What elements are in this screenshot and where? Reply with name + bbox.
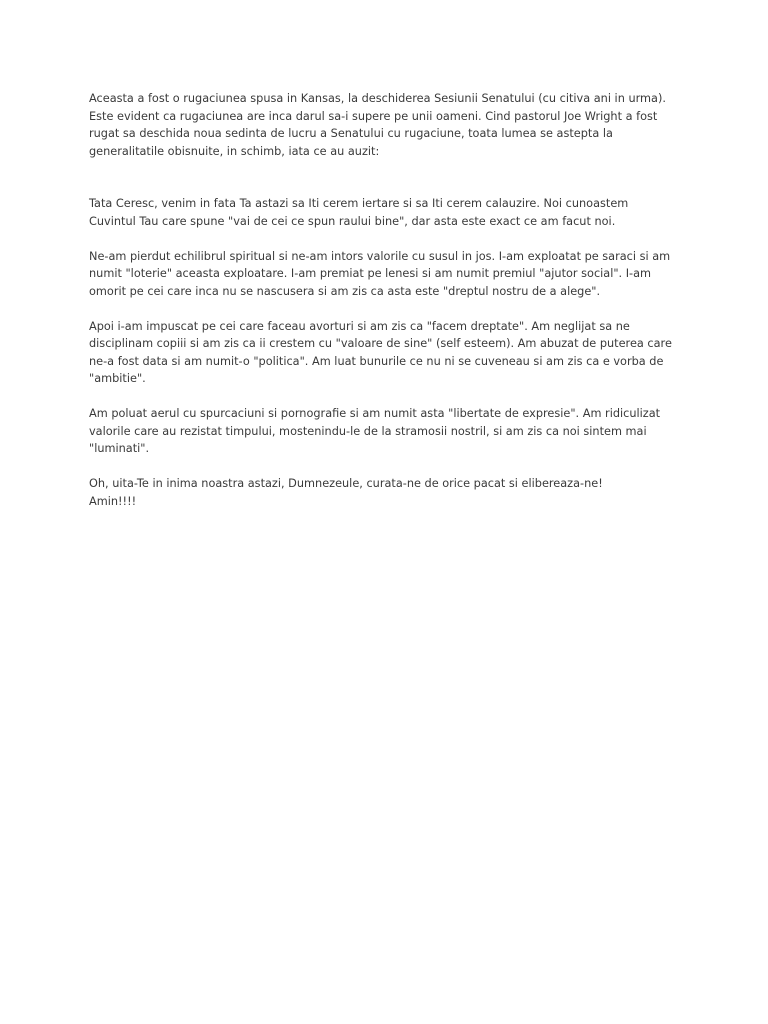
text-line: Amin!!!! bbox=[89, 494, 137, 508]
paragraph-spacer bbox=[89, 160, 689, 195]
paragraph-spacer bbox=[89, 458, 689, 476]
text-line: Apoi i-am impuscat pe cei care faceau avorturi si am zis ca "facem dreptate". Am neglijat sa ne bbox=[89, 319, 630, 333]
text-line: "ambitie". bbox=[89, 372, 146, 385]
text-line: numit "loterie" aceasta exploatare. I-am premiat pe lenesi si am numit premiul "ajutor social". I-am bbox=[89, 267, 652, 280]
text-line: Aceasta a fost o rugaciunea spusa in Kansas, la deschiderea Sesiunii Senatului (cu citiva ani in urma). bbox=[89, 92, 666, 105]
closing-paragraph bbox=[89, 475, 689, 510]
paragraph-spacer bbox=[89, 300, 689, 318]
paragraph-spacer bbox=[89, 388, 689, 406]
prayer-paragraph-3 bbox=[89, 318, 689, 388]
intro-paragraph bbox=[89, 90, 689, 160]
text-line: valorile care au rezistat timpului, mostenindu-le de la stramosii nostril, si am zis ca noi sintem mai bbox=[89, 424, 647, 438]
text-line: Am poluat aerul cu spurcaciuni si pornografie si am numit asta "libertate de expresie". Am ridiculizat bbox=[89, 407, 661, 420]
text-line: Cuvintul Tau care spune "vai de cei ce spun raului bine", dar asta este exact ce am facut noi. bbox=[89, 214, 616, 228]
text-line: Este evident ca rugaciunea are inca darul sa-i supere pe unii oameni. Cind pastorul Joe Wright a fost bbox=[89, 109, 658, 123]
text-line: "luminati". bbox=[89, 442, 150, 455]
prayer-paragraph-2 bbox=[89, 248, 689, 301]
text-line: omorit pe cei care inca nu se nascusera si am zis ca asta este "dreptul nostru de a alege". bbox=[89, 284, 601, 298]
text-line: Oh, uita-Te in inima noastra astazi, Dumnezeule, curata-ne de orice pacat si elibereaza-ne! bbox=[89, 477, 603, 490]
text-line: Tata Ceresc, venim in fata Ta astazi sa Iti cerem iertare si sa Iti cerem calauzire. Noi cunoastem bbox=[89, 197, 629, 210]
prayer-paragraph-1 bbox=[89, 195, 689, 230]
text-line: ne-a fost data si am numit-o "politica". Am luat bunurile ce nu ni se cuveneau si am zis ca e vorba de bbox=[89, 354, 664, 368]
text-line: rugat sa deschida noua sedinta de lucru a Senatului cu rugaciune, toata lumea se astepta la bbox=[89, 127, 613, 140]
prayer-paragraph-4 bbox=[89, 405, 689, 458]
text-line: Ne-am pierdut echilibrul spiritual si ne-am intors valorile cu susul in jos. I-am exploatat pe saraci si am bbox=[89, 249, 671, 263]
document-body bbox=[89, 90, 689, 510]
text-line: disciplinam copiii si am zis ca ii crestem cu "valoare de sine" (self esteem). Am abuzat de puterea care bbox=[89, 337, 672, 350]
text-line: generalitatile obisnuite, in schimb, iata ce au auzit: bbox=[89, 144, 380, 158]
paragraph-spacer bbox=[89, 230, 689, 248]
